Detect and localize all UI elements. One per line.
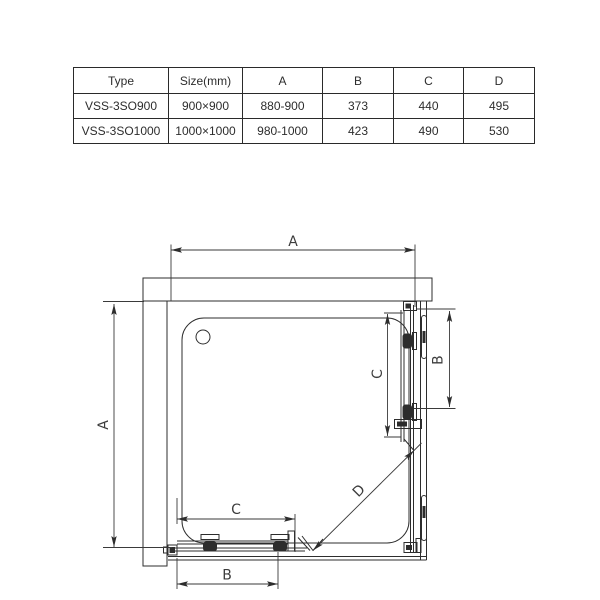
side-panel-assembly: [395, 302, 427, 553]
dim-b-bottom: [177, 552, 278, 589]
wall-left: [143, 301, 167, 566]
roller: [403, 333, 417, 350]
wall-profile-slot: [422, 496, 427, 541]
cell-dim-d: 530: [464, 119, 535, 144]
cell-type: VSS-3SO900: [74, 94, 169, 119]
header-type: Type: [74, 68, 169, 94]
cell-type: VSS-3SO1000: [74, 119, 169, 144]
wall-bracket: [164, 545, 178, 555]
cell-dim-b: 423: [323, 119, 394, 144]
header-dim-c: C: [394, 68, 464, 94]
dim-label-c-right: C: [370, 369, 386, 379]
corner-bracket: [404, 539, 421, 553]
dim-label-c-bottom: C: [231, 502, 241, 518]
diagonal-door: [302, 443, 422, 551]
dim-a-left: [96, 302, 172, 548]
drain-circle: [196, 330, 210, 344]
frame-bottom-profile: [168, 557, 427, 561]
cell-dim-d: 495: [464, 94, 535, 119]
wall-profile-slot: [422, 316, 427, 359]
cell-dim-b: 373: [323, 94, 394, 119]
dim-label-b-bottom: B: [222, 567, 232, 584]
dim-label-b-right: B: [430, 355, 447, 365]
dim-c-right: [370, 313, 403, 437]
roller: [403, 404, 417, 421]
header-dim-a: A: [243, 68, 323, 94]
cell-dim-c: 440: [394, 94, 464, 119]
dim-label-a-left: A: [96, 420, 112, 430]
cell-dim-a: 980-1000: [243, 119, 323, 144]
cell-size: 900×900: [169, 94, 243, 119]
dim-label-d: D: [349, 481, 369, 501]
roller: [271, 535, 289, 552]
cell-dim-a: 880-900: [243, 94, 323, 119]
roller: [201, 535, 219, 552]
header-dim-b: B: [323, 68, 394, 94]
dim-a-top: [171, 234, 415, 307]
shower-tray: [182, 318, 409, 543]
cell-size: 1000×1000: [169, 119, 243, 144]
cell-dim-c: 490: [394, 119, 464, 144]
header-size: Size(mm): [169, 68, 243, 94]
dim-label-a-top: A: [288, 234, 298, 250]
wall-top: [143, 278, 432, 301]
header-dim-d: D: [464, 68, 535, 94]
